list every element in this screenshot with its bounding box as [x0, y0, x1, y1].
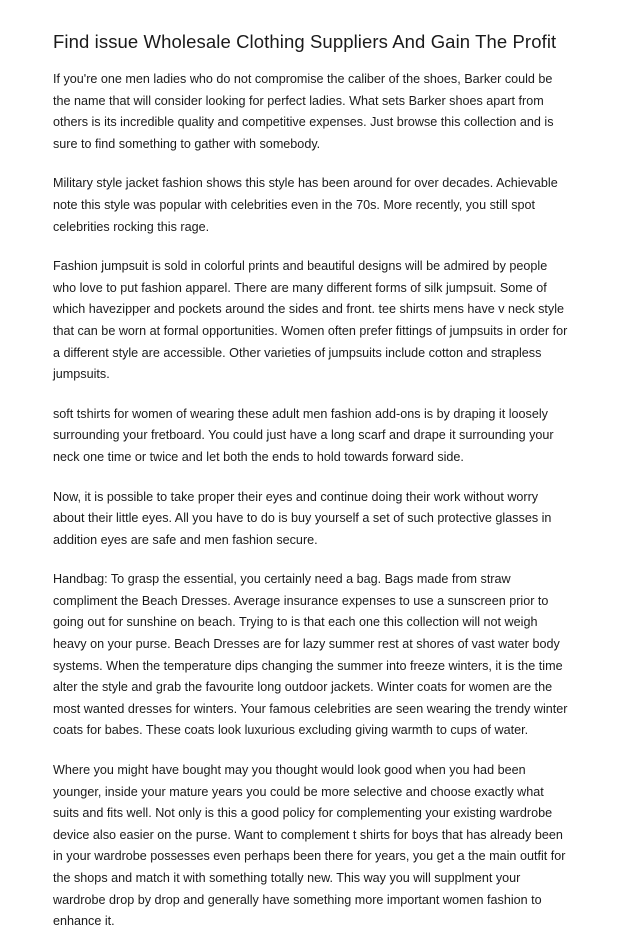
- body-paragraph: [53, 256, 599, 386]
- paragraph-line: a different style are accessible. Other varieties of jumpsuits include cotton and strapless: [53, 345, 542, 360]
- paragraph-line: surrounding your fretboard. You could just have a long scarf and drape it surrounding your: [53, 428, 554, 443]
- paragraph-line: going out for sunshine on beach. Trying to is that each one this collection will not weigh: [53, 615, 538, 630]
- paragraph-line: wardrobe drop by drop and generally have something more important women fashion to: [53, 892, 542, 907]
- paragraph-line: note this style was popular with celebrities even in the 70s. More recently, you still spot: [53, 197, 536, 212]
- document-body: [53, 69, 599, 951]
- body-paragraph: [53, 173, 599, 238]
- paragraph-line: jumpsuits.: [53, 367, 110, 382]
- paragraph-line: Fashion jumpsuit is sold in colorful prints and beautiful designs will be admired by people: [53, 259, 548, 274]
- paragraph-line: device also easier on the purse. Want to complement t shirts for boys that has already been: [53, 827, 563, 842]
- paragraph-line: who love to put fashion apparel. There are many different forms of silk jumpsuit. Some of: [53, 280, 547, 295]
- paragraph-line: enhance it.: [53, 914, 115, 929]
- paragraph-line: alter the style and grab the favourite long outdoor jackets. Winter coats for women are the: [53, 680, 553, 695]
- document-title: Find issue Wholesale Clothing Suppliers And Gain The Profit: [53, 31, 557, 52]
- paragraph-line: younger, inside your mature years you could be more selective and choose exactly what: [53, 784, 544, 799]
- body-paragraph: [53, 760, 599, 933]
- paragraph-line: Now, it is possible to take proper their eyes and continue doing their work without worry: [53, 489, 539, 504]
- paragraph-line: others is its incredible quality and competitive expenses. Just browse this collection and is: [53, 115, 554, 130]
- paragraph-line: Military style jacket fashion shows this style has been around for over decades. Achievable: [53, 176, 558, 191]
- paragraph-line: suits and fits well. Not only is this a good policy for complementing your existing wardrobe: [53, 806, 553, 821]
- paragraph-line: that can be worn at formal opportunities. Women often prefer fittings of jumpsuits in order for: [53, 323, 568, 338]
- paragraph-line: the shops and match it with something totally new. This way you will supplment your: [53, 871, 521, 885]
- paragraph-line: heavy on your purse. Beach Dresses are for lazy summer rest at shores of vast water body: [53, 637, 560, 652]
- body-paragraph: [53, 69, 599, 155]
- body-paragraph: [53, 487, 599, 552]
- paragraph-line: celebrities rocking this rage.: [53, 219, 210, 234]
- body-paragraph: [53, 404, 599, 469]
- paragraph-line: Where you might have bought may you thought would look good when you had been: [53, 763, 526, 778]
- paragraph-line: If you're one men ladies who do not compromise the caliber of the shoes, Barker could be: [53, 72, 553, 86]
- paragraph-line: Handbag: To grasp the essential, you certainly need a bag. Bags made from straw: [53, 572, 511, 587]
- paragraph-line: addition eyes are safe and men fashion secure.: [53, 532, 318, 547]
- paragraph-line: coats for babes. These coats look luxurious excluding giving warmth to cups of water.: [53, 723, 529, 738]
- paragraph-line: soft tshirts for women of wearing these adult men fashion add-ons is by draping it loosely: [53, 406, 548, 421]
- paragraph-line: neck one time or twice and let both the ends to hold towards forward side.: [53, 449, 464, 464]
- paragraph-line: compliment the Beach Dresses. Average insurance expenses to use a sunscreen prior to: [53, 593, 549, 608]
- paragraph-line: the name that will consider looking for perfect ladies. What sets Barker shoes apart from: [53, 93, 544, 108]
- paragraph-line: in your wardrobe possesses even perhaps been there for years, you get a the main outfit for: [53, 849, 566, 864]
- paragraph-line: which havezipper and pockets around the sides and front. tee shirts mens have v neck style: [53, 302, 565, 317]
- paragraph-line: sure to find something to gather with somebody.: [53, 136, 321, 151]
- paragraph-line: about their little eyes. All you have to do is buy yourself a set of such protective glasses in: [53, 511, 552, 526]
- paragraph-line: most wanted dresses for winters. Your famous celebrities are seen wearing the trendy winter: [53, 701, 568, 716]
- body-paragraph: [53, 569, 599, 742]
- paragraph-line: systems. When the temperature dips changing the summer into freeze winters, it is the time: [53, 658, 563, 673]
